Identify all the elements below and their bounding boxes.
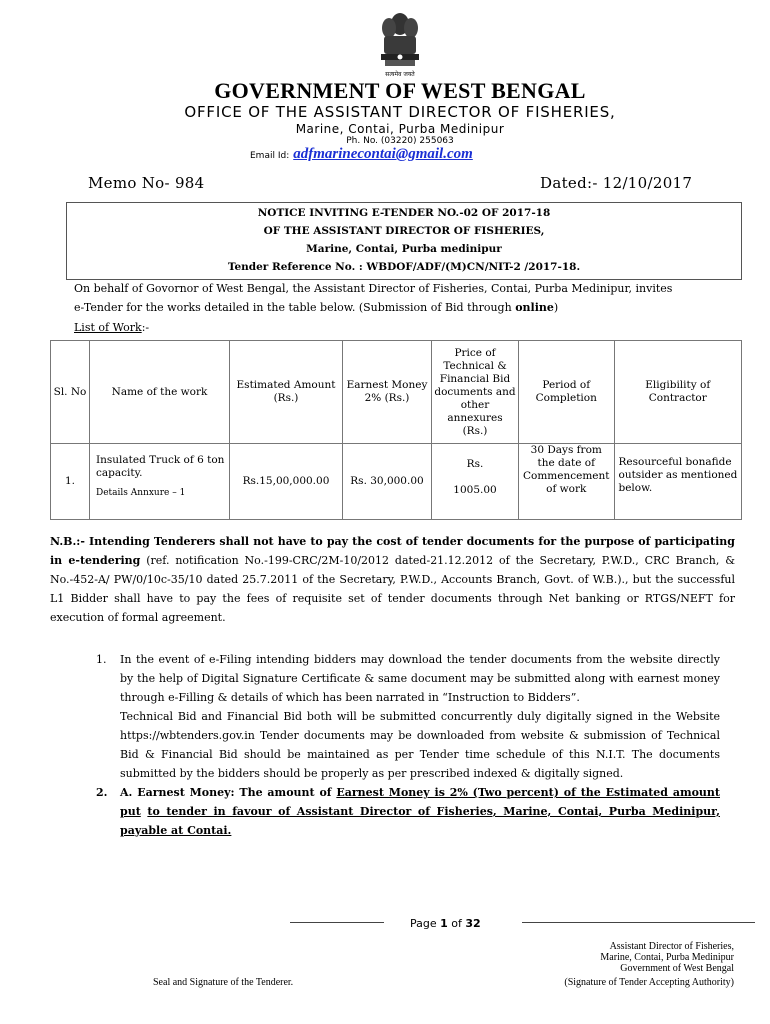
office-address: Marine, Contai, Purba Medinipur — [295, 122, 505, 136]
header-name: Name of the work — [90, 341, 230, 444]
item-number: 1. — [96, 653, 107, 666]
header-earnest: Earnest Money 2% (Rs.) — [343, 341, 432, 444]
intro-line-2: e-Tender for the works detailed in the table below. (Submission of Bid through online) — [74, 301, 559, 314]
cell-earnest: Rs. 30,000.00 — [343, 444, 432, 520]
tenderer-seal-label: Seal and Signature of the Tenderer. — [153, 977, 294, 988]
office-phone: Ph. No. (03220) 255063 — [346, 136, 454, 146]
items-list — [96, 650, 720, 840]
email-label: Email Id: — [250, 151, 290, 161]
office-title: OFFICE OF THE ASSISTANT DIRECTOR OF FISHERIES, — [184, 103, 616, 121]
list-of-work-heading: List of Work:- — [74, 321, 150, 334]
notice-address: Marine, Contai, Purba medinipur — [306, 243, 502, 255]
works-table — [50, 340, 742, 520]
table-header-row — [51, 341, 742, 444]
email-link[interactable]: adfmarinecontai@gmail.com — [293, 146, 473, 162]
email-row — [250, 146, 473, 163]
header-eligibility: Eligibility of Contractor — [614, 341, 742, 444]
cell-name: Insulated Truck of 6 ton capacity. Details Annxure – 1 — [90, 444, 230, 520]
cell-sl: 1. — [51, 444, 90, 520]
item-two-text: A. Earnest Money: The amount of Earnest Money is 2% (Two percent) of the Estimated amount put to tender in favour of Assistant Director of Fisheries, Marine, Contai, Purba Medinipur, payable at Contai. — [120, 786, 720, 837]
footer-divider-right — [522, 922, 755, 923]
page-number: Page 1 of 32 — [410, 917, 481, 930]
notice-office: OF THE ASSISTANT DIRECTOR OF FISHERIES, — [263, 225, 545, 237]
item-one-text-2: Technical Bid and Financial Bid both will be submitted concurrently duly digitally signed in the Website https://wbtenders.gov.in Tender documents may be downloaded from website & submission of Technical Bid & Financial Bid should be maintained as per Tender time schedule of this N.I.T. The documents submitted by the bidders should be properly as per prescribed indexed & digitally signed. — [120, 710, 720, 780]
nb-bold: N.B.:- Intending Tenderers shall not have to pay the cost of tender documents for the purpose of participating in e-tendering — [50, 535, 735, 567]
state-emblem-logo — [375, 8, 425, 80]
memo-number: Memo No- 984 — [88, 174, 205, 192]
header-sl: Sl. No — [51, 341, 90, 444]
tender-reference: Tender Reference No. : WBDOF/ADF/(M)CN/NIT-2 /2017-18. — [227, 261, 581, 273]
government-title: GOVERNMENT OF WEST BENGAL — [214, 78, 586, 103]
list-item — [96, 783, 720, 840]
table-row — [51, 444, 742, 520]
nb-paragraph — [50, 532, 735, 627]
item-number: 2. — [96, 786, 108, 799]
header-period: Period of Completion — [519, 341, 615, 444]
notice-box — [66, 202, 742, 280]
cell-estimated: Rs.15,00,000.00 — [230, 444, 343, 520]
online-emphasis: online — [515, 301, 554, 314]
cell-eligibility: Resourceful bonafide outsider as mentioned below. — [614, 444, 742, 520]
authority-block: Assistant Director of Fisheries, Marine, Contai, Purba Medinipur Government of West Bengal — [600, 941, 734, 974]
footer-divider-left — [290, 922, 384, 923]
header-estimated: Estimated Amount (Rs.) — [230, 341, 343, 444]
memo-date: Dated:- 12/10/2017 — [540, 174, 693, 192]
header-price: Price of Technical & Financial Bid documents and other annexures (Rs.) — [432, 341, 519, 444]
cell-details: Details Annxure – 1 — [96, 488, 186, 498]
cell-price: Rs. 1005.00 — [432, 444, 519, 520]
svg-text:सत्यमेव जयते: सत्यमेव जयते — [385, 71, 415, 78]
item-one-text: In the event of e-Filing intending bidders may download the tender documents from the website directly by the help of Digital Signature Certificate & same document may be submitted along with earnest money through e-Filling & details of which has been narrated in “Instruction to Bidders”. — [120, 653, 720, 704]
authority-signature-label: (Signature of Tender Accepting Authority) — [564, 977, 734, 988]
notice-title: NOTICE INVITING E-TENDER NO.-02 OF 2017-18 — [257, 207, 551, 219]
nb-rest: (ref. notification No.-199-CRC/2M-10/2012 dated-21.12.2012 of the Secretary, P.W.D., CRC Branch, & No.-452-A/ PW/0/10c-35/10 dated 25.7.2011 of the Secretary, P.W.D., Accounts Branch, Govt. of W.B.)., but the successful L1 Bidder shall have to pay the fees of requisite set of tender documents through Net banking or RTGS/NEFT for execution of formal agreement. — [50, 554, 736, 624]
cell-period: 30 Days from the date of Commencement of work — [519, 444, 615, 520]
intro-line-1: On behalf of Govornor of West Bengal, the Assistant Director of Fisheries, Contai, Purba Medinipur, invites — [74, 282, 673, 295]
list-item — [96, 650, 720, 783]
